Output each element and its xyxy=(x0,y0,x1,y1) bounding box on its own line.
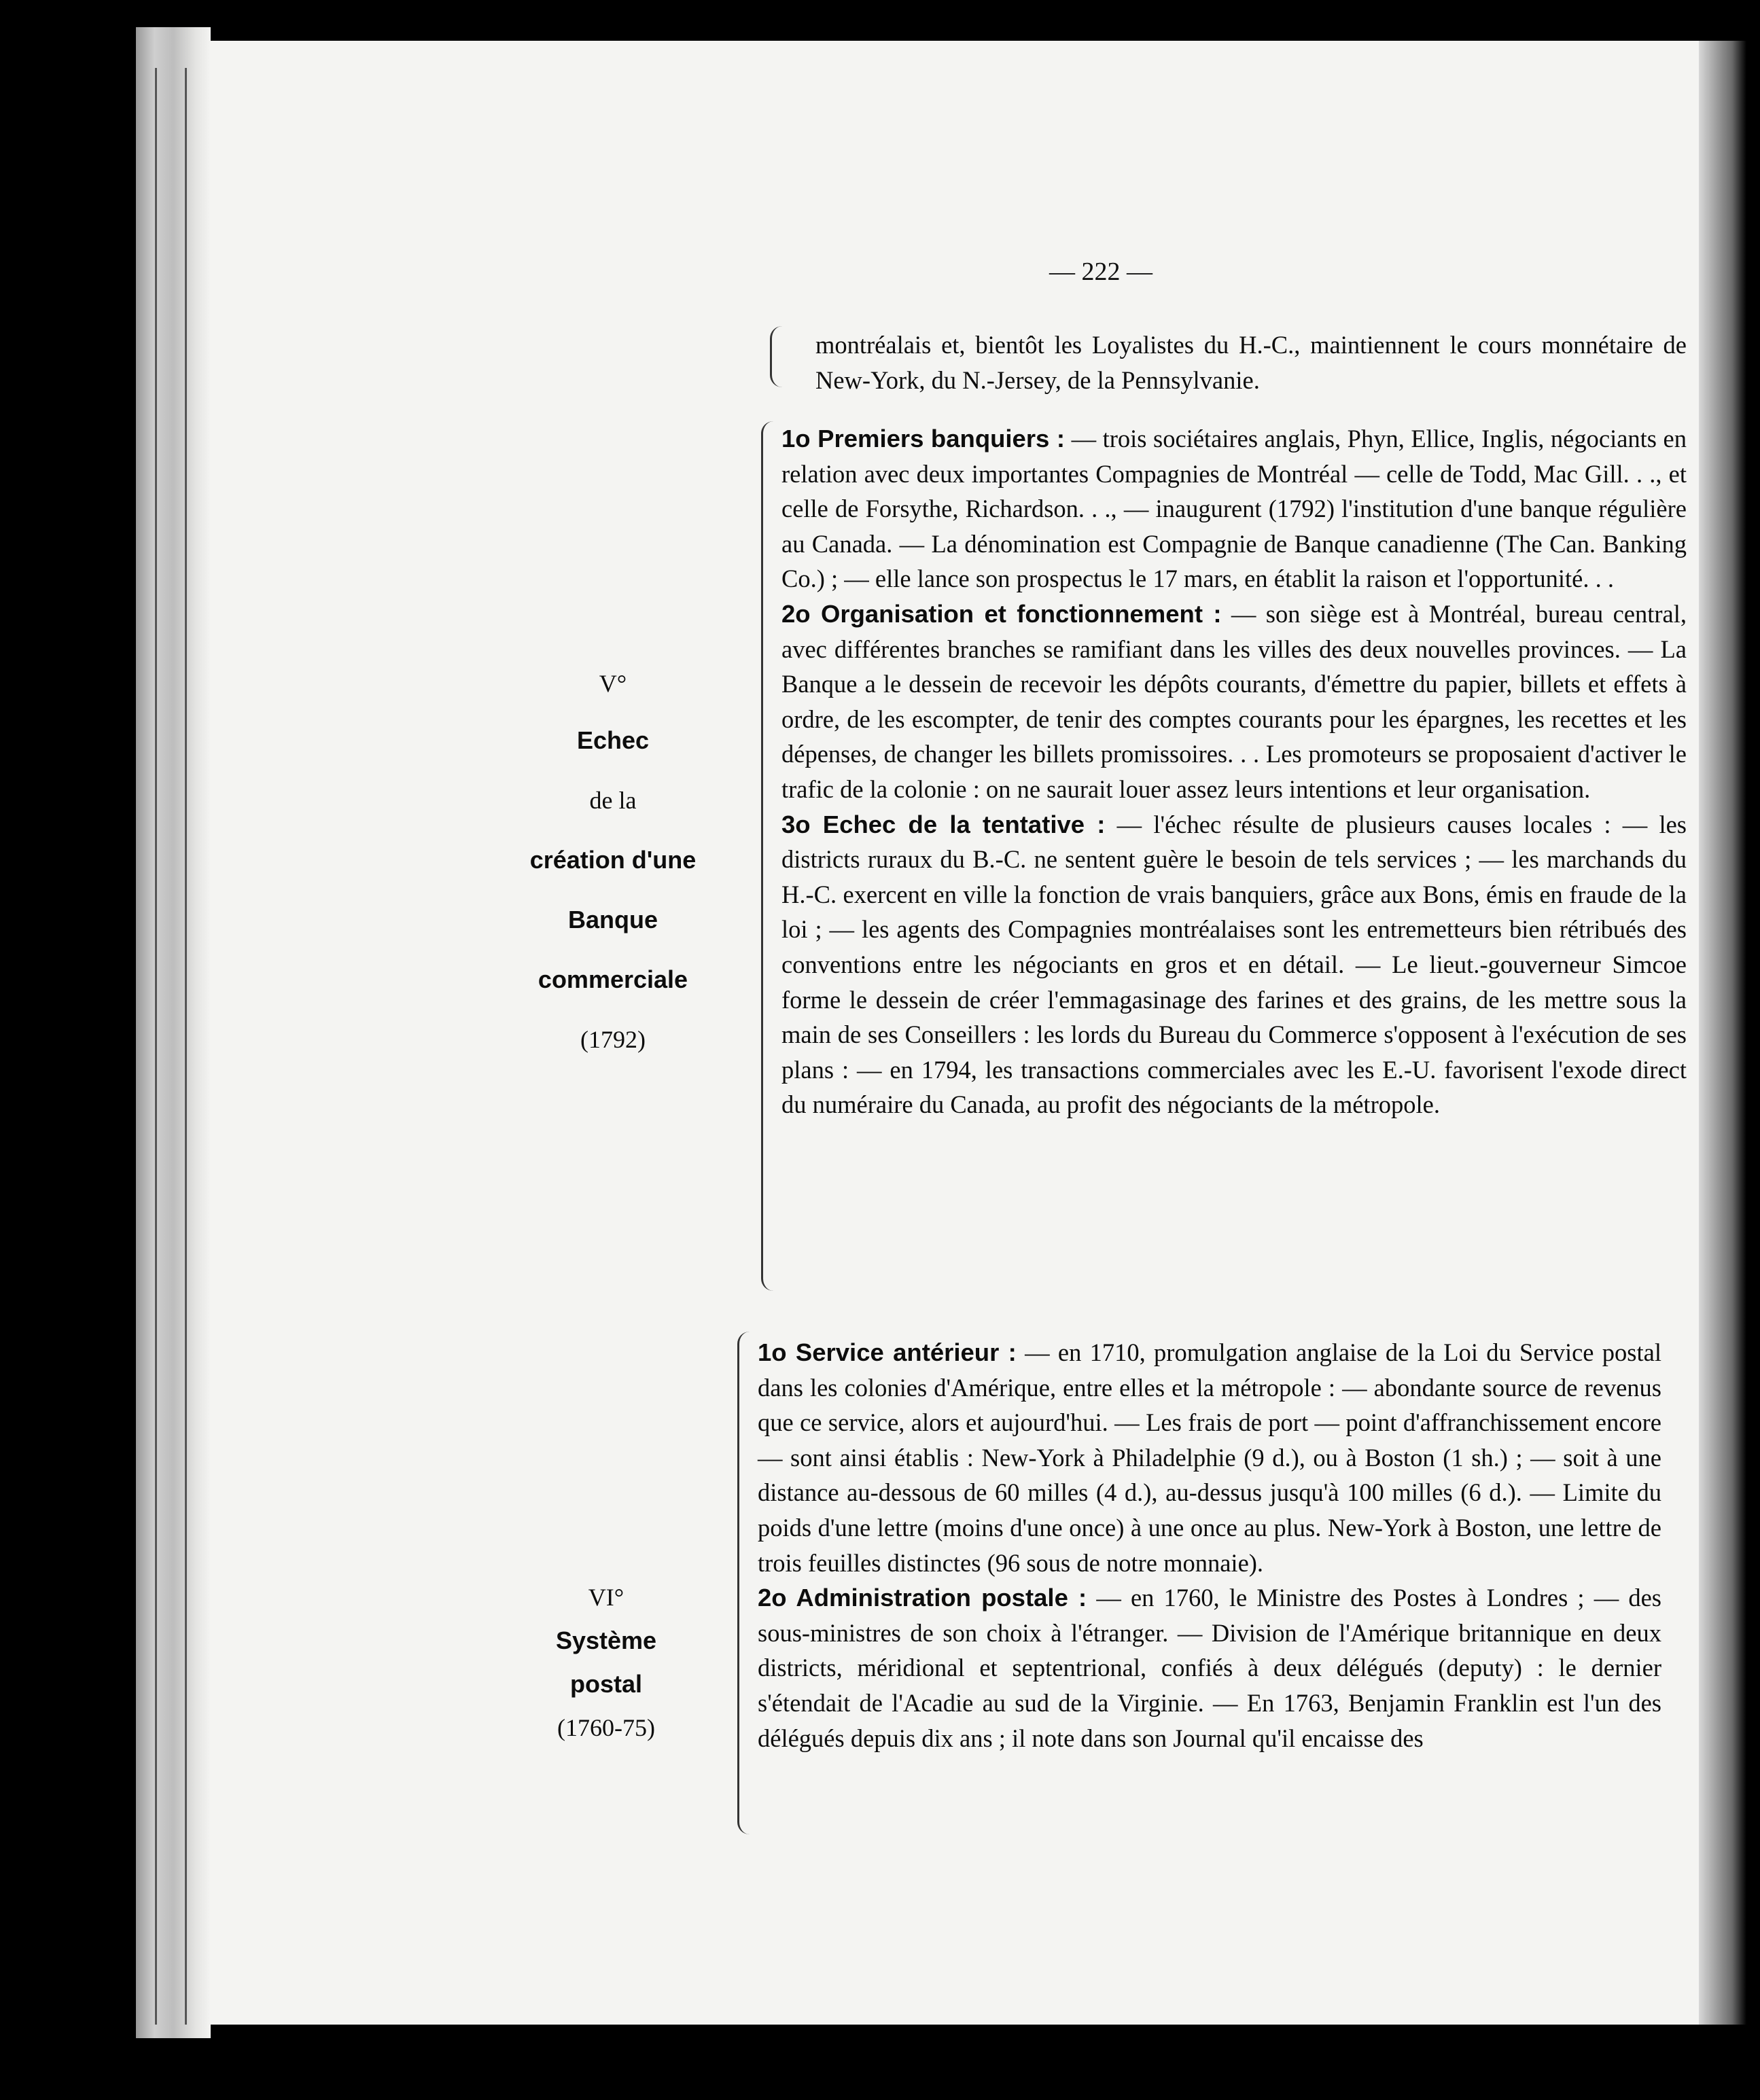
intro-paragraph xyxy=(815,327,1687,397)
section-v-item-1-text: — trois sociétaires anglais, Phyn, Ellice, Inglis, négociants en relation avec deux importantes Compagnies de Montréal — celle de Todd, Mac Gill. . ., et celle de Forsythe, Richardson. . ., — inaugurent (1792) l'institution d'une banque régulière au Canada. — La dénomination est Compagnie de Banque canadienne (The Can. Banking Co.) ; — elle lance son prospectus le 17 mars, en établit la raison et l'opportunité. . . xyxy=(781,425,1687,593)
book-spine xyxy=(136,27,211,2038)
section-vi-title-line1: Système xyxy=(555,1626,657,1654)
section-v-item-1 xyxy=(781,421,1687,597)
section-vi-item-1 xyxy=(758,1335,1661,1580)
section-vi-item-2 xyxy=(758,1580,1661,1756)
page-number: — 222 — xyxy=(1049,257,1152,286)
spine-line xyxy=(155,68,157,2025)
bracket xyxy=(770,326,784,387)
section-vi-body xyxy=(758,1335,1661,1756)
section-v-label xyxy=(477,669,749,1054)
section-v-item-3-text: — l'échec résulte de plusieurs causes locales : — les districts ruraux du B.-C. ne sentent guère le besoin de tels services ; — les marchands du H.-C. exercent en ville la fonction de vrais banquiers, grâce aux Bons, émis en fraude de la loi ; — les agents des Compagnies montréalaises sont les entremetteurs bien rétribués des conventions entre les négociants en gros et en détail. — Le lieut.-gouverneur Simcoe forme le dessein de créer l'emmagasinage des farines et des grains, de les mettre sous la main de ses Conseillers : les lords du Bureau du Commerce s'opposent à l'exécution de ses plans : — en 1794, les transactions commerciales avec les E.-U. favorisent l'exode direct du numéraire du Canada, au profit des négociants de la métropole. xyxy=(781,810,1687,1119)
section-v-title-line5: commerciale xyxy=(538,965,688,993)
section-v-item-2 xyxy=(781,597,1687,807)
section-v-item-3-lead: 3o Echec de la tentative : xyxy=(781,810,1106,838)
section-v-item-3 xyxy=(781,807,1687,1122)
section-v-item-1-lead: 1o Premiers banquiers : xyxy=(781,425,1066,452)
section-v-title-line2: de la xyxy=(589,787,637,814)
section-vi-date: (1760-75) xyxy=(557,1714,655,1741)
section-v-item-2-lead: 2o Organisation et fonctionnement : xyxy=(781,599,1222,628)
bracket xyxy=(761,421,775,1291)
section-vi-item-2-text: — en 1760, le Ministre des Postes à Londres ; — des sous-ministres de son choix à l'étranger. — Division de l'Amérique britannique en deux districts, méridional et septentrional, confiés à deux délégués (deputy) : le dernier s'étendait de l'Acadie au sud de la Virginie. — En 1763, Benjamin Franklin est l'un des délégués depuis dix ans ; il note dans son Journal qu'il encaisse des xyxy=(758,1584,1661,1752)
section-v-title-line4: Banque xyxy=(567,906,658,933)
section-v-title-line1: Echec xyxy=(576,726,650,754)
section-vi-label xyxy=(470,1583,742,1742)
section-vi-item-2-lead: 2o Administration postale : xyxy=(758,1584,1087,1612)
section-vi-item-1-lead: 1o Service antérieur : xyxy=(758,1338,1017,1366)
section-vi-title-line2: postal xyxy=(569,1670,642,1698)
section-v-title-line3: création d'une xyxy=(529,846,697,874)
section-v-item-2-text: — son siège est à Montréal, bureau central, avec différentes branches se ramifiant dans les villes des deux nouvelles provinces. — La Banque a le dessein de recevoir les dépôts courants, d'émettre du papier, billets et effets à ordre, de les escompter, de tenir des comptes courants pour les épargnes, les recettes et les dépenses, de changer les billets promissoires. . . Les promoteurs se proposaient d'activer le trafic de la colonie : on ne saurait louer assez leurs intentions et leur organisation. xyxy=(781,599,1687,803)
page-edge-shadow xyxy=(1699,41,1746,2025)
section-vi-item-1-text: — en 1710, promulgation anglaise de la Loi du Service postal dans les colonies d'Amérique, entre elles et la métropole : — abondante source de revenus que ce service, alors et aujourd'hui. — Les frais de port — point d'affranchissement encore — sont ainsi établis : New-York à Philadelphie (9 d.), ou à Boston (1 sh.) ; — soit à une distance au-dessous de 60 milles (4 d.), au-dessus jusqu'à 100 milles (6 d.). — Limite du poids d'une lettre (moins d'une once) à une once au plus. New-York à Boston, une lettre de trois feuilles distinctes (96 sous de notre monnaie). xyxy=(758,1338,1661,1577)
bracket xyxy=(737,1332,752,1834)
section-v-body xyxy=(781,421,1687,1122)
intro-text: montréalais et, bientôt les Loyalistes du H.-C., maintiennent le cours monnétaire de New-York, du N.-Jersey, de la Pennsylvanie. xyxy=(815,331,1687,394)
spine-line xyxy=(185,68,187,2025)
section-v-numeral: V° xyxy=(599,670,627,697)
section-v-date: (1792) xyxy=(580,1026,646,1053)
section-vi-numeral: VI° xyxy=(588,1584,624,1611)
